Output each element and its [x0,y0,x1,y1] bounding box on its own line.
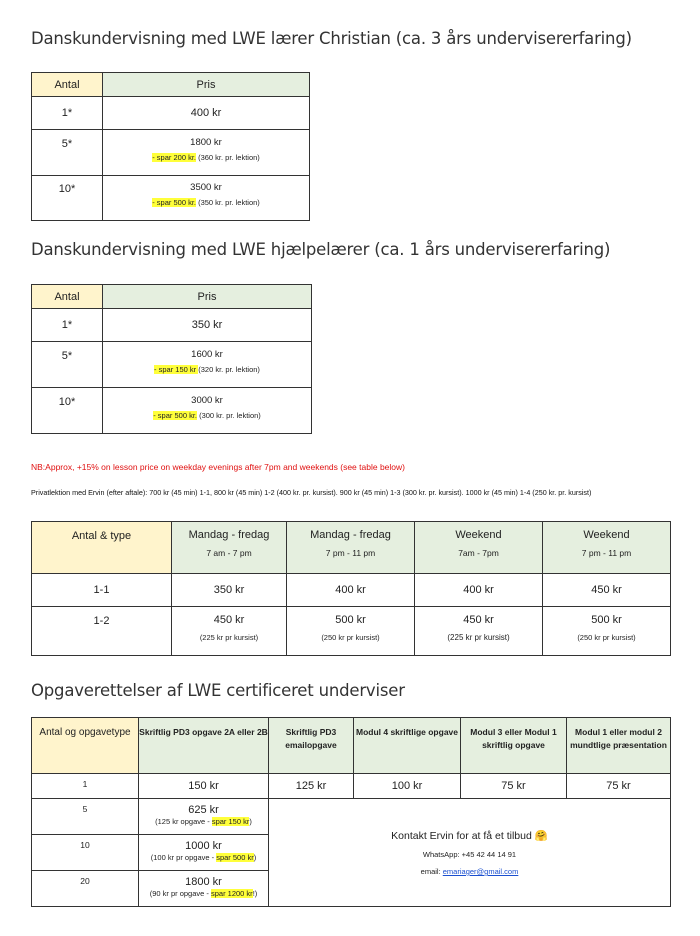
header-pd3-2a2b: Skriftlig PD3 opgave 2A eller 2B [139,718,269,774]
header-title: Mandag - fredag [188,529,270,541]
savings-highlight: - spar 500 kr. [153,411,197,420]
contact-box [269,799,671,907]
per-student-note: (225 kr pr kursist) [447,633,510,642]
per-student-note: (250 kr pr kursist) [321,633,380,642]
per-lesson-note: (360 kr. pr. lektion) [196,153,260,162]
savings-highlight: spar 150 kr [211,817,250,826]
antal-cell: 10 [32,835,139,871]
price-cell [139,871,269,907]
antal-cell: 1* [32,309,103,342]
price-value: 500 kr [335,614,366,626]
price-cell [103,130,310,176]
header-title: Mandag - fredag [310,529,391,541]
antal-cell: 10* [32,176,103,221]
per-lesson-note: (350 kr. pr. lektion) [196,198,260,207]
price-value: 450 kr [463,614,494,626]
hugging-face-icon: 🤗 [534,830,548,842]
header-title: Weekend [455,529,502,541]
price-cell: 75 kr [567,774,671,799]
type-cell: 1-2 [32,607,172,656]
savings-highlight: spar 500 kr [216,853,254,862]
header-antal-opgavetype: Antal og opgavetype [32,718,139,774]
price-value: 1000 kr [185,840,222,852]
header-antal-type: Antal & type [32,522,172,574]
price-value: 3500 kr [190,182,222,193]
header-weekday-day [172,522,287,574]
header-time: 7 am - 7 pm [206,548,252,558]
header-modul3-1: Modul 3 eller Modul 1 skriftlig opgave [461,718,567,774]
header-pd3-email: Skriftlig PD3 emailopgave [269,718,354,774]
price-cell: 400 kr [103,97,310,130]
savings-highlight: - spar 500 kr. [152,198,196,207]
antal-cell: 20 [32,871,139,907]
whatsapp-number: WhatsApp: +45 42 44 14 91 [422,850,517,859]
per-lesson-note: (300 kr. pr. lektion) [197,411,261,420]
section-4-title: Opgaverettelser af LWE certificeret underviser [31,681,405,700]
savings-highlight: - spar 150 kr [154,365,199,374]
antal-cell: 5* [32,342,103,388]
price-cell [139,799,269,835]
price-value: 1800 kr [190,137,222,148]
header-weekend-evening [543,522,671,574]
savings-highlight: - spar 200 kr. [152,153,196,162]
price-table-christian [31,72,310,221]
header-time: 7 pm - 11 pm [325,548,376,558]
header-weekday-evening [287,522,415,574]
note-end: !) [252,889,258,898]
price-cell: 350 kr [172,574,287,607]
price-cell: 450 kr [543,574,671,607]
per-task-note: (100 kr pr opgave - [150,853,217,862]
price-value: 3000 kr [191,395,223,406]
price-cell: 400 kr [287,574,415,607]
section-2-title: Danskundervisning med LWE hjælpelærer (ca. 1 års undervisererfaring) [31,240,611,259]
price-value: 1800 kr [185,876,222,888]
price-cell [543,607,671,656]
price-cell [103,388,312,434]
per-student-note: (225 kr pr kursist) [199,633,259,642]
header-antal: Antal [32,285,103,309]
header-title: Weekend [583,529,630,541]
price-cell [287,607,415,656]
price-cell: 350 kr [103,309,312,342]
section-1-title: Danskundervisning med LWE lærer Christian (ca. 3 års undervisererfaring) [31,29,632,48]
price-value: 450 kr [213,614,245,626]
price-value: 625 kr [188,804,219,816]
per-task-note: (90 kr pr opgave - [149,889,211,898]
email-link[interactable]: emariager@gmail.com [442,867,519,876]
price-cell [139,835,269,871]
price-cell: 100 kr [354,774,461,799]
price-cell [172,607,287,656]
header-modul4: Modul 4 skriftlige opgave [354,718,461,774]
price-cell: 75 kr [461,774,567,799]
price-cell [415,607,543,656]
price-cell [103,176,310,221]
per-lesson-note: (320 kr. pr. lektion) [198,365,260,374]
header-time: 7am - 7pm [458,548,499,558]
header-modul1-2: Modul 1 eller modul 2 mundtlige præsentation [567,718,671,774]
per-task-note: (125 kr opgave - [155,817,212,826]
antal-cell: 1 [32,774,139,799]
time-price-table [31,521,671,656]
price-value: 1600 kr [191,349,223,360]
antal-cell: 1* [32,97,103,130]
antal-cell: 5* [32,130,103,176]
price-table-assistant [31,284,312,434]
price-cell: 400 kr [415,574,543,607]
header-weekend-day [415,522,543,574]
private-lesson-note: Privatlektion med Ervin (efter aftale): 700 kr (45 min) 1-1, 800 kr (45 min) 1-2 (400 kr. pr. kursist). 900 kr (45 min) 1-3 (300 kr. pr. kursist). 1000 kr (45 min) 1-4 (250 kr. pr. kursist) [31,488,592,497]
corrections-table [31,717,671,907]
surcharge-note: NB:Approx, +15% on lesson price on weekday evenings after 7pm and weekends (see table below) [31,462,405,472]
header-time: 7 pm - 11 pm [581,548,632,558]
email-label: email: [420,867,443,876]
price-cell: 150 kr [139,774,269,799]
price-value: 500 kr [591,614,622,626]
antal-cell: 5 [32,799,139,835]
per-student-note: (250 kr pr kursist) [577,633,636,642]
contact-title: Kontakt Ervin for at få et tilbud [391,830,532,842]
price-cell [103,342,312,388]
note-end: ) [253,853,257,862]
header-antal: Antal [32,73,103,97]
header-pris: Pris [103,285,312,309]
savings-highlight: spar 1200 kr [210,889,253,898]
antal-cell: 10* [32,388,103,434]
header-pris: Pris [103,73,310,97]
note-end: ) [249,817,252,826]
price-cell: 125 kr [269,774,354,799]
type-cell: 1-1 [32,574,172,607]
